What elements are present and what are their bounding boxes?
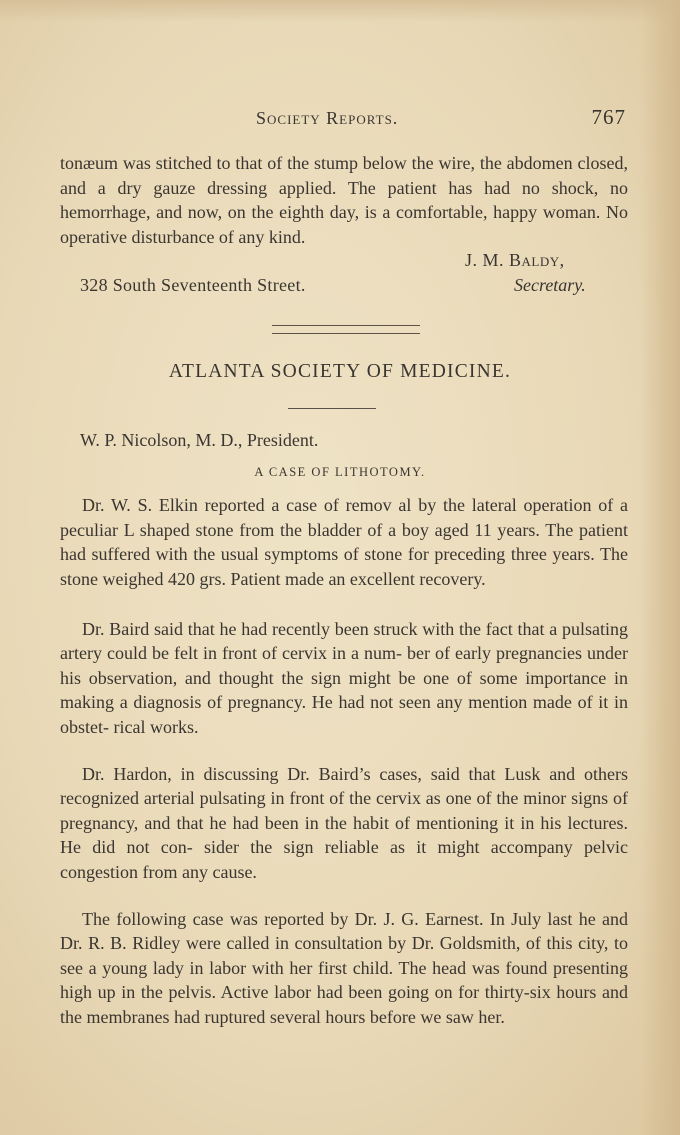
paragraph-hardon: Dr. Hardon, in discussing Dr. Baird’s cases, said that Lusk and others recognized arterial pulsating in front of the cervix as one of the minor signs of pregnancy, and that he had been in the habit of mentioning it in his lectures. He did not con- sider the sign reliable as it might accompany pelvic congestion from any cause. [60, 763, 628, 882]
paragraph-baird: Dr. Baird said that he had recently been struck with the fact that a pulsating artery could be felt in front of cervix in a num- ber of early pregnancies under his observation, and thought the sign might be one of some importance in making a diagnosis of pregnancy. He had not seen any mention made of it in obstet- rical works. [60, 618, 628, 737]
continued-paragraph: tonæum was stitched to that of the stump below the wire, the abdomen closed, and a dry gauze dressing applied. The patient has had no shock, no hemorrhage, and now, on the eighth day, is a comfortable, happy woman. No operative disturbance of any kind. [60, 153, 628, 247]
signature-title: Secretary. [514, 275, 586, 295]
signature-address: 328 South Seventeenth Street. [80, 275, 306, 295]
paragraph-earnest: The following case was reported by Dr. J. G. Earnest. In July last he and Dr. R. B. Ridley were called in consultation by Dr. Goldsmith, of this city, to see a young lady in labor with her first child. The head was found presenting high up in the pelvis. Active labor had been going on for thirty-six hours and the membranes had ruptured several hours before we saw her. [60, 908, 628, 1027]
signature-address-line [60, 275, 628, 300]
society-heading: ATLANTA SOCIETY OF MEDICINE. [168, 361, 512, 382]
president-line: W. P. Nicolson, M. D., President. [80, 430, 319, 450]
page-top-stain [0, 0, 680, 22]
double-rule-top [272, 325, 420, 326]
signature-name-line [60, 250, 628, 275]
continued-paragraph-block [60, 151, 628, 250]
double-rule-bottom [272, 333, 420, 334]
page-number: 767 [591, 105, 626, 129]
running-title: Society Reports. [256, 108, 399, 128]
page-edge-shading [640, 0, 680, 1135]
paragraph-elkin: Dr. W. S. Elkin reported a case of remov al by the lateral operation of a peculiar L shaped stone from the bladder of a boy aged 11 years. The patient had suffered with the usual symptoms of stone for preceding three years. The stone weighed 420 grs. Patient made an excellent recovery. [60, 495, 628, 589]
signature-name: J. M. Baldy, [465, 250, 565, 270]
case-heading: A CASE OF LITHOTOMY. [254, 465, 426, 479]
report-body [60, 493, 628, 1029]
section-rule [288, 408, 376, 409]
